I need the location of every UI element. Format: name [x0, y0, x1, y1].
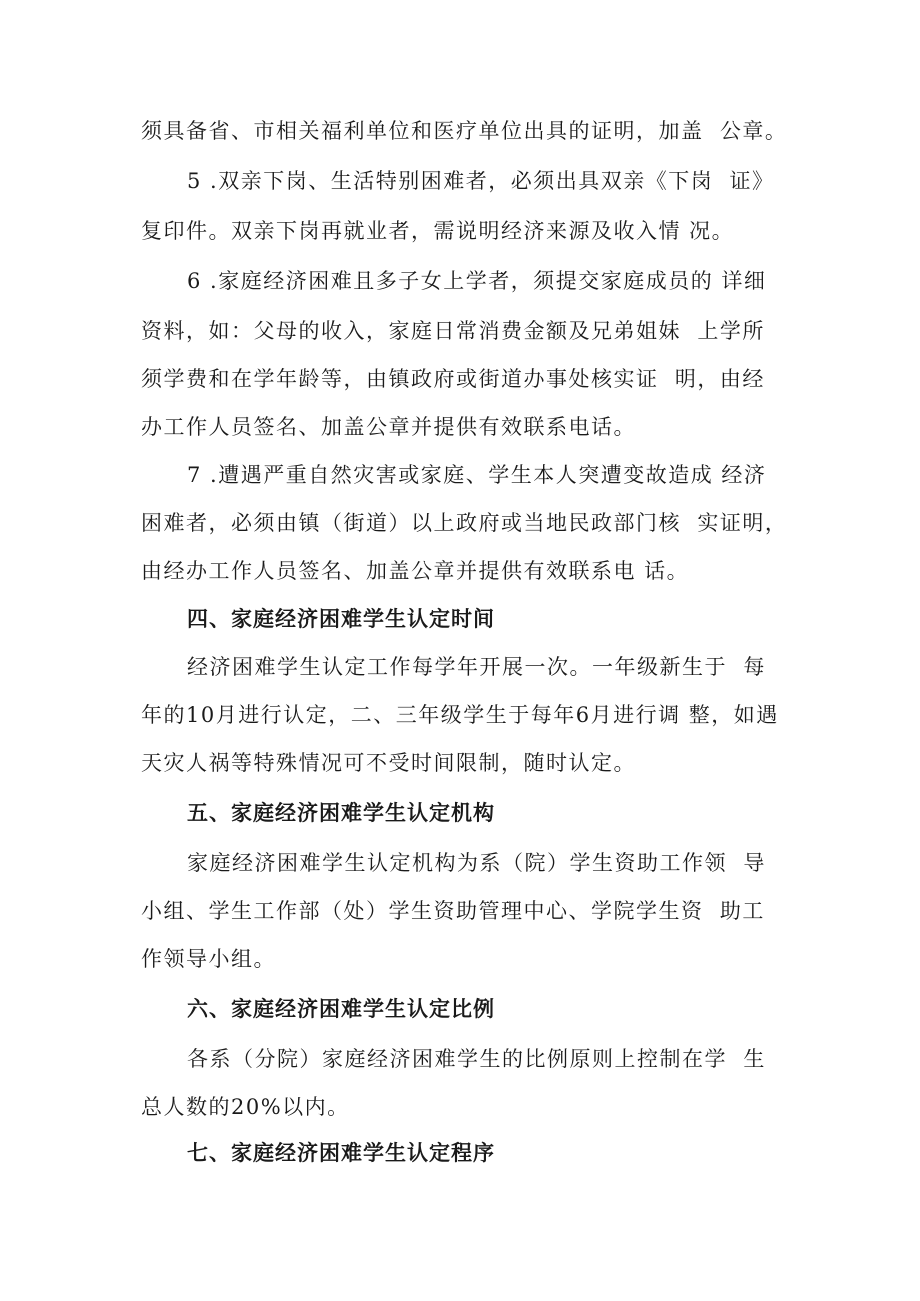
paragraph-line: 须学费和在学年龄等，由镇政府或街道办事处核实证 明，由经 — [141, 367, 765, 391]
paragraph-line: 作领导小组。 — [141, 947, 276, 971]
section-heading-7: 七、家庭经济困难学生认定程序 — [187, 1141, 495, 1165]
list-item-6-line: 6 .家庭经济困难且多子女上学者，须提交家庭成员的 详细 — [187, 269, 767, 293]
paragraph-line: 经济困难学生认定工作每学年开展一次。一年级新生于 每 — [187, 655, 766, 679]
paragraph-line: 天灾人祸等特殊情况可不受时间限制，随时认定。 — [141, 751, 636, 775]
list-item-5-line: 5 .双亲下岗、生活特别困难者，必须出具双亲《下岗 证》 — [187, 169, 775, 193]
paragraph-line: 小组、学生工作部（处）学生资助管理中心、学院学生资 助工 — [141, 899, 765, 923]
section-heading-4: 四、家庭经济困难学生认定时间 — [187, 607, 495, 631]
paragraph-line: 困难者，必须由镇（街道）以上政府或当地民政部门核 实证明， — [141, 511, 788, 535]
paragraph-line: 总人数的20%以内。 — [141, 1095, 350, 1119]
paragraph-line: 年的10月进行认定，二、三年级学生于每年6月进行调 整，如遇 — [141, 703, 779, 727]
section-heading-5: 五、家庭经济困难学生认定机构 — [187, 801, 495, 825]
paragraph-line: 资料，如：父母的收入，家庭日常消费金额及兄弟姐妹 上学所 — [141, 319, 765, 343]
section-heading-6: 六、家庭经济困难学生认定比例 — [187, 997, 495, 1021]
list-item-7-line: 7 .遭遇严重自然灾害或家庭、学生本人突遭变故造成 经济 — [187, 463, 767, 487]
paragraph-line: 由经办工作人员签名、加盖公章并提供有效联系电 话。 — [141, 559, 690, 583]
paragraph-line: 家庭经济困难学生认定机构为系（院）学生资助工作领 导 — [187, 851, 766, 875]
paragraph-line: 办工作人员签名、加盖公章并提供有效联系电话。 — [141, 415, 636, 439]
paragraph-line: 须具备省、市相关福利单位和医疗单位出具的证明，加盖 公章。 — [141, 119, 788, 143]
paragraph-line: 复印件。双亲下岗再就业者，需说明经济来源及收入情 况。 — [141, 219, 735, 243]
paragraph-line: 各系（分院）家庭经济困难学生的比例原则上控制在学 生 — [187, 1047, 766, 1071]
